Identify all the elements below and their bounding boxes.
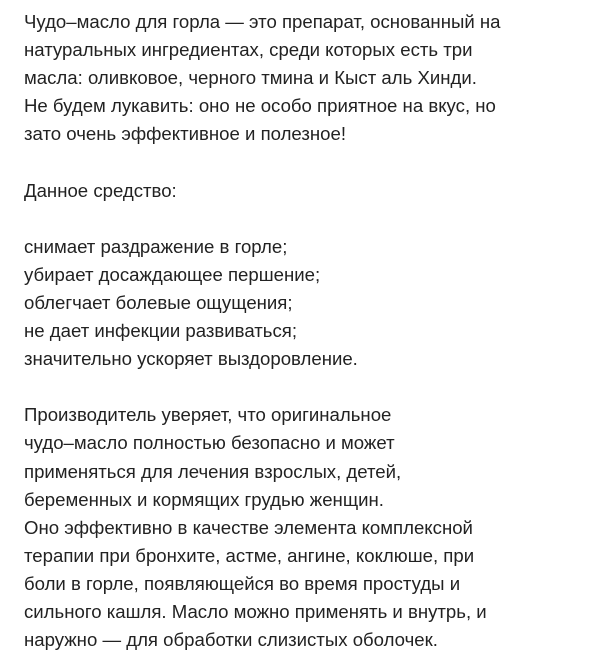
list-item: убирает досаждающее першение;	[24, 263, 321, 285]
usage-line: терапии при бронхите, астме, ангине, коклюше, при	[24, 544, 475, 566]
list-item: облегчает болевые ощущения;	[24, 291, 293, 313]
usage-paragraph	[24, 514, 578, 654]
manufacturer-line: чудо–масло полностью безопасно и может	[24, 432, 395, 454]
manufacturer-line: Производитель уверяет, что оригинальное	[24, 404, 392, 426]
usage-line: боли в горле, появляющейся во время простуды и	[24, 572, 461, 594]
paragraph-spacer	[24, 205, 578, 233]
intro-paragraph	[24, 8, 578, 148]
list-item: не дает инфекции развиваться;	[24, 320, 297, 342]
manufacturer-line: беременных и кормящих грудью женщин.	[24, 488, 384, 510]
intro-line: Чудо–масло для горла — это препарат, основанный на	[24, 11, 501, 32]
list-heading: Данное средство:	[24, 179, 177, 201]
list-item: снимает раздражение в горле;	[24, 235, 288, 257]
benefits-list	[24, 233, 578, 373]
usage-line: сильного кашля. Масло можно применять и внутрь, и	[24, 600, 487, 622]
intro-line: масла: оливковое, черного тмина и Кыст аль Хинди.	[24, 67, 477, 89]
intro-line: Не будем лукавить: оно не особо приятное на вкус, но	[24, 95, 496, 117]
manufacturer-paragraph	[24, 401, 578, 513]
usage-line: Оно эффективно в качестве элемента комплексной	[24, 516, 473, 538]
usage-line: наружно — для обработки слизистых оболочек.	[24, 629, 438, 651]
paragraph-spacer	[24, 373, 578, 401]
paragraph-spacer	[24, 148, 578, 176]
intro-line: зато очень эффективное и полезное!	[24, 123, 346, 145]
manufacturer-line: применяться для лечения взрослых, детей,	[24, 460, 402, 482]
intro-line: натуральных ингредиентах, среди которых есть три	[24, 39, 473, 61]
list-item: значительно ускоряет выздоровление.	[24, 348, 358, 370]
